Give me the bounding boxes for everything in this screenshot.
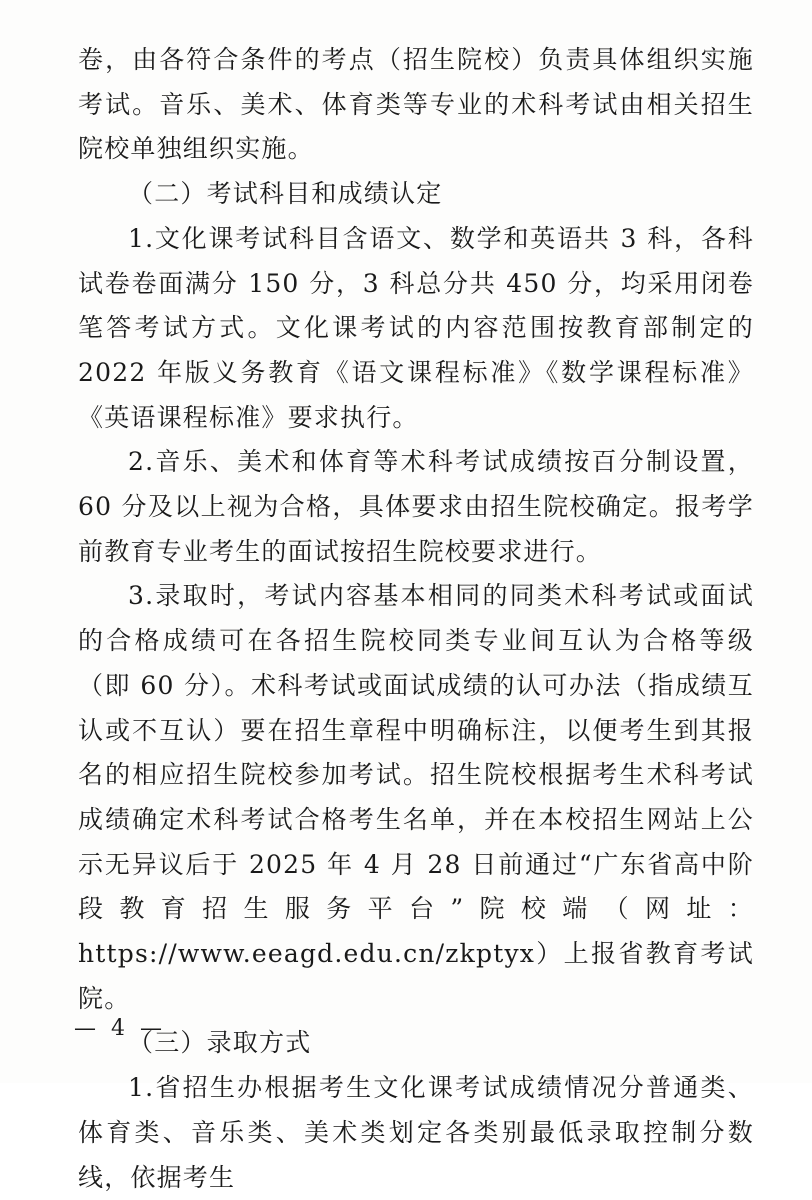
section-heading-exam-subjects: （二）考试科目和成绩认定 xyxy=(128,179,443,209)
paragraph-admission-recognition: 3.录取时，考试内容基本相同的同类术科考试或面试的合格成绩可在各招生院校同类专业间互认为合格等级（即 60 分）。术科考试或面试成绩的认可办法（指成绩互认或不互认）要在招生章程中明确标注，以便考生到其报名的相应招生院校参加考试。招生院校根据考生术科考试成绩确定术科考试合格考生名单，并在本校招生网站上公示无异议后于 2025 年 4 月 28 日前通过“广东省高中阶段教育招生服务平台”院校端（网址：https://www.eeagd.edu.cn/zkptyx）上报省教育考试院。 xyxy=(78,581,754,1013)
document-body xyxy=(78,38,754,1200)
paragraph-arts-scoring: 2.音乐、美术和体育等术科考试成绩按百分制设置，60 分及以上视为合格，具体要求由招生院校确定。报考学前教育专业考生的面试按招生院校要求进行。 xyxy=(78,447,754,566)
paragraph-continuation: 卷，由各符合条件的考点（招生院校）负责具体组织实施考试。音乐、美术、体育类等专业的术科考试由相关招生院校单独组织实施。 xyxy=(78,45,754,164)
section-heading-admission-method: （三）录取方式 xyxy=(128,1028,312,1058)
paragraph-culture-subjects: 1.文化课考试科目含语文、数学和英语共 3 科，各科试卷卷面满分 150 分，3 科总分共 450 分，均采用闭卷笔答考试方式。文化课考试的内容范围按教育部制定的 2022 年版义务教育《语文课程标准》《数学课程标准》《英语课程标准》要求执行。 xyxy=(78,223,754,432)
page-number: — 4 — xyxy=(74,1016,166,1041)
paragraph-score-lines: 1.省招生办根据考生文化课考试成绩情况分普通类、体育类、音乐类、美术类划定各类别最低录取控制分数线，依据考生 xyxy=(78,1073,754,1192)
